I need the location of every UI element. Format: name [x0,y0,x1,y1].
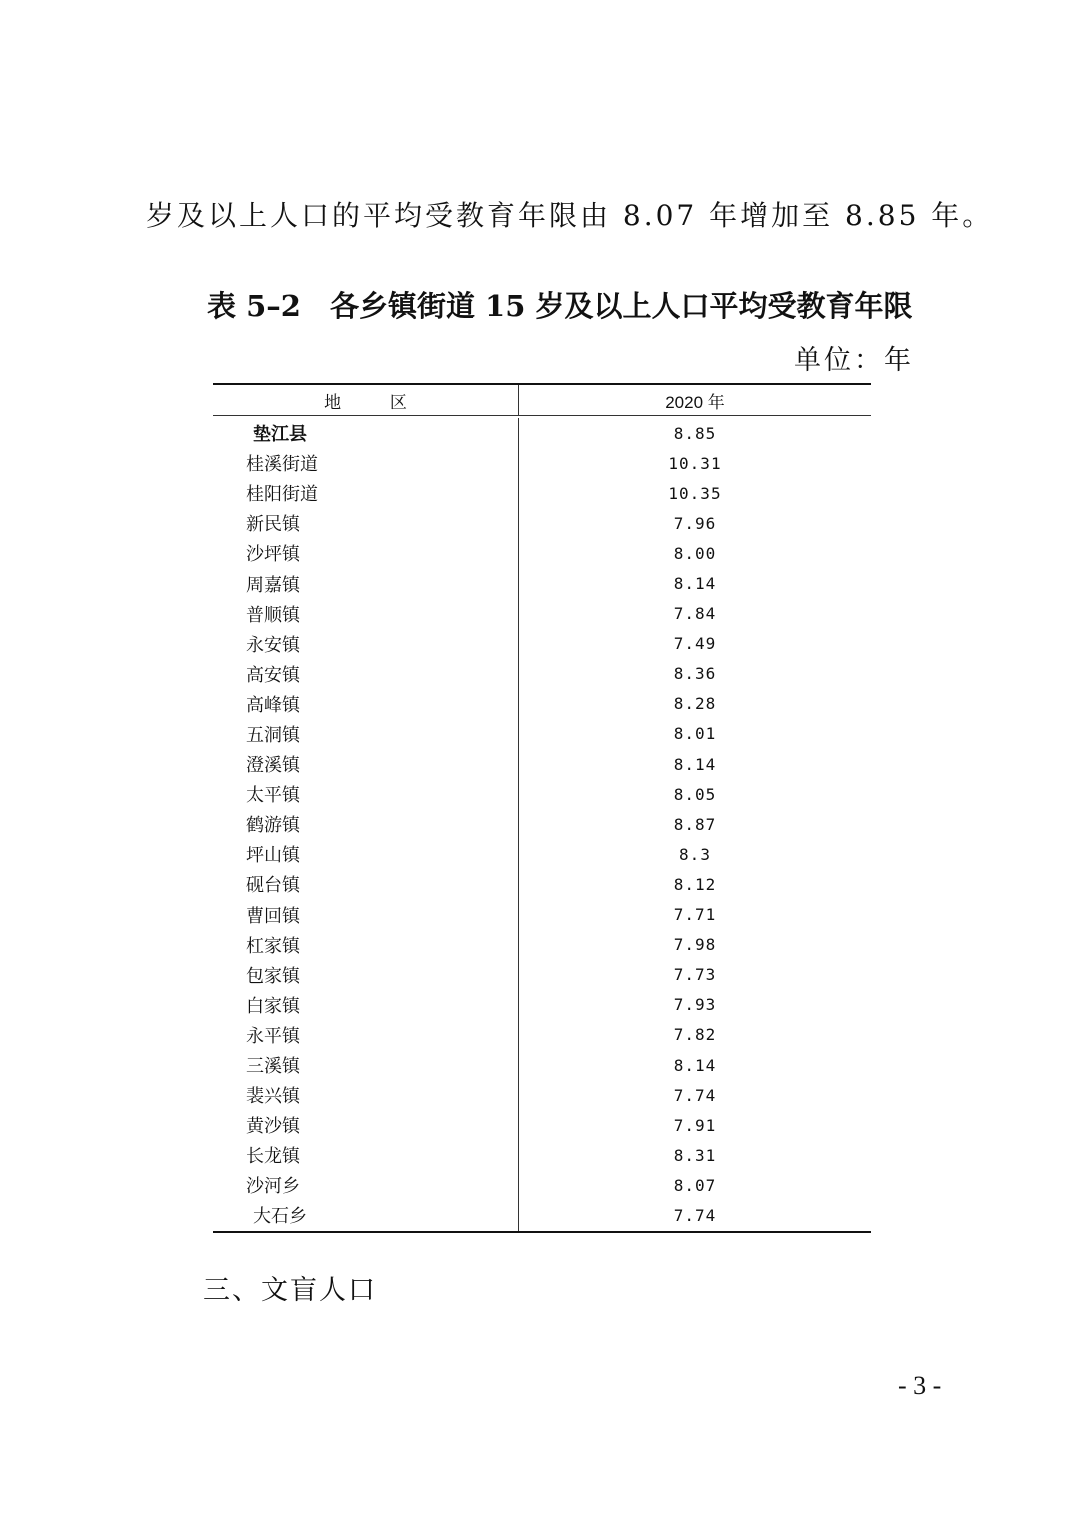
region-cell: 裴兴镇 [213,1080,519,1110]
region-cell: 桂溪街道 [213,448,519,478]
table-row [213,1110,871,1140]
table-row [213,779,871,809]
region-cell: 普顺镇 [213,599,519,629]
table-row [213,689,871,719]
table-row [213,960,871,990]
region-cell: 包家镇 [213,960,519,990]
table-row [213,448,871,478]
table-row [213,659,871,689]
table-row [213,930,871,960]
value-cell: 8.85 [673,423,717,443]
header-year: 2020 年 [665,392,725,412]
value-cell: 10.31 [668,453,722,473]
table-row [213,719,871,749]
region-cell: 垫江县 [213,418,519,448]
table-row [213,478,871,508]
region-cell: 桂阳街道 [213,478,519,508]
region-cell: 黄沙镇 [213,1110,519,1140]
value-cell: 8.28 [673,694,717,714]
value-cell: 8.14 [673,1055,717,1075]
region-cell: 高峰镇 [213,689,519,719]
table-row [213,839,871,869]
region-cell: 新民镇 [213,508,519,538]
value-cell: 7.71 [673,905,717,925]
table-row [213,869,871,899]
region-cell: 白家镇 [213,990,519,1020]
table-unit: 单位：年 [794,345,914,376]
table-body [213,416,871,1231]
value-cell: 7.49 [673,634,717,654]
value-cell: 8.14 [673,754,717,774]
table-row [213,1080,871,1110]
table-title: 表 5–2 各乡镇街道 15 岁及以上人口平均受教育年限 [207,289,913,323]
value-cell: 7.74 [673,1085,717,1105]
table-row [213,1050,871,1080]
region-cell: 鹤游镇 [213,809,519,839]
table-header-row [213,385,871,416]
region-cell: 沙河乡 [213,1170,519,1200]
value-cell: 8.07 [673,1175,717,1195]
value-cell: 7.82 [673,1025,717,1045]
region-cell: 三溪镇 [213,1050,519,1080]
value-cell: 8.87 [673,814,717,834]
table-row [213,599,871,629]
region-cell: 高安镇 [213,659,519,689]
table-row [213,508,871,538]
section-heading: 三、文盲人口 [203,1275,377,1306]
table-row [213,900,871,930]
value-cell: 7.74 [673,1205,717,1225]
table-row [213,418,871,448]
value-cell: 10.35 [668,483,722,503]
region-cell: 澄溪镇 [213,749,519,779]
table-row [213,749,871,779]
table-row [213,1140,871,1170]
value-cell: 8.05 [673,784,717,804]
value-cell: 8.3 [679,844,711,864]
value-cell: 8.00 [673,543,717,563]
region-cell: 杠家镇 [213,930,519,960]
education-years-table [213,383,871,1233]
value-cell: 8.31 [673,1145,717,1165]
region-cell: 沙坪镇 [213,538,519,568]
region-cell: 周嘉镇 [213,568,519,598]
region-cell: 永安镇 [213,629,519,659]
table-row [213,990,871,1020]
value-cell: 8.01 [673,724,717,744]
region-cell: 大石乡 [213,1200,519,1230]
value-cell: 8.12 [673,874,717,894]
table-row [213,1020,871,1050]
table-row [213,1200,871,1230]
region-cell: 太平镇 [213,779,519,809]
value-cell: 8.14 [673,574,717,594]
value-cell: 7.84 [673,604,717,624]
table-row [213,629,871,659]
table-row [213,809,871,839]
region-cell: 曹回镇 [213,900,519,930]
value-cell: 7.98 [673,935,717,955]
value-cell: 7.96 [673,513,717,533]
region-cell: 长龙镇 [213,1140,519,1170]
region-cell: 坪山镇 [213,839,519,869]
region-cell: 五洞镇 [213,719,519,749]
value-cell: 7.73 [673,965,717,985]
table-row [213,538,871,568]
region-cell: 砚台镇 [213,869,519,899]
header-region: 地 区 [213,385,519,415]
value-cell: 8.36 [673,664,717,684]
value-cell: 7.93 [673,995,717,1015]
page-number: - 3 - [898,1371,942,1400]
table-row [213,568,871,598]
intro-paragraph: 岁及以上人口的平均受教育年限由 8.07 年增加至 8.85 年。 [146,199,994,232]
region-cell: 永平镇 [213,1020,519,1050]
value-cell: 7.91 [673,1115,717,1135]
table-row [213,1170,871,1200]
